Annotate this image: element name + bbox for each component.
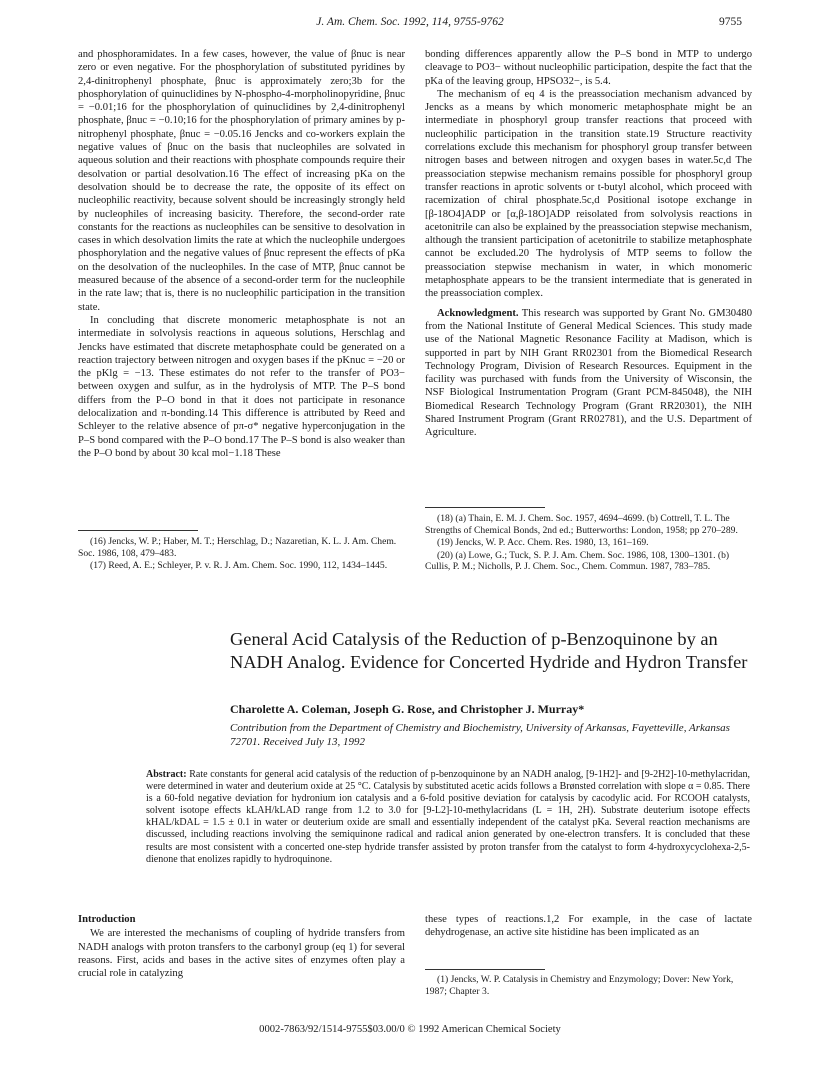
introduction-continuation: these types of reactions.1,2 For example, in the case of lactate dehydrogenase, an active site histidine has been implicated as an — [425, 914, 752, 939]
footnote-divider-right — [425, 507, 545, 508]
journal-pages: 9755-9762 — [453, 16, 504, 28]
journal-volume: 114, — [431, 16, 451, 28]
journal-year: 1992, — [402, 16, 429, 28]
introduction-right — [425, 913, 752, 940]
footnotes-left — [78, 536, 405, 573]
footnotes-right — [425, 513, 752, 574]
abstract — [146, 769, 750, 866]
right-paragraph-1: bonding differences apparently allow the P–S bond in MTP to undergo cleavage to PO3− without nucleophilic participation, despite the fact that the pKa of the leaving group, HPSO32−, is 5.4. — [425, 49, 752, 87]
journal-name: J. Am. Chem. Soc. — [316, 16, 401, 28]
abstract-label: Abstract: — [146, 769, 187, 780]
right-column — [425, 48, 752, 440]
acknowledgment — [425, 307, 752, 440]
footnote-18: (18) (a) Thain, E. M. J. Chem. Soc. 1957, 4694–4699. (b) Cottrell, T. L. The Strengths of Chemical Bonds, 2nd ed.; Butterworths: London, 1958; pp 270–289. — [425, 513, 738, 536]
footnote-divider-intro — [425, 969, 545, 970]
article-authors: Charolette A. Coleman, Joseph G. Rose, and Christopher J. Murray* — [230, 702, 585, 716]
copyright-footer: 0002-7863/92/1514-9755$03.00/0 © 1992 American Chemical Society — [259, 1024, 561, 1035]
acknowledgment-label: Acknowledgment. — [437, 307, 519, 319]
article-affiliation: Contribution from the Department of Chemistry and Biochemistry, University of Arkansas, Fayetteville, Arkansas 72701. Received July 13, 1992 — [230, 722, 730, 748]
page-number: 9755 — [719, 16, 742, 28]
right-paragraph-2: The mechanism of eq 4 is the preassociation mechanism advanced by Jencks as a means by which monomeric metaphosphate might be an intermediate in phosphoryl group transfer reactions that proceed with nucleophilic participation in the transition state.19 Structure reactivity correlations exclude this mechanism for phosphoryl group transfer between nitrogen bases and between nitrogen and oxygen bases in water.5c,d The preassociation stepwise mechanism remains possible for phosphoryl group transfer reactions in aprotic solvents or t-butyl alcohol, which proceed with racemization of chiral phosphate.5c,d Positional isotope exchange in [β-18O4]ADP or [α,β-18O]ADP reisolated from solvolysis reactions in acetonitrile can also be explained by the preassociation stepwise mechanism, although the transient participation of acetonitrile to stabilize metaphosphate cannot be excluded.20 The hydrolysis of MTP seems to follow the preassociation stepwise mechanism in water, in which monomeric metaphosphate appears to be the transient intermediate that is generated in the preassociation complex. — [425, 88, 752, 300]
footnotes-intro — [425, 974, 752, 998]
left-paragraph-2: In concluding that discrete monomeric metaphosphate is not an intermediate in solvolysis reactions in aqueous solutions, Herschlag and Jencks have estimated that discrete metaphosphate could be generated on a reaction trajectory between nitrogen and oxygen bases if the pKnuc = −20 or the pKlg = −13. These estimates do not refer to the transfer of PO3− between oxygen and sulfur, as in the hydrolysis of MTP. The P–S bond differs from the P–O bond in that it does not participate in resonance delocalization and π-bonding.14 This difference is attributed by Reed and Schleyer to the relative absence of pπ-σ* negative hyperconjugation in the P–S bond compared with the P–O bond.17 The P–S bond is also weaker than the P–O bond by about 30 kcal mol−1.18 These — [78, 314, 406, 459]
footnote-19: (19) Jencks, W. P. Acc. Chem. Res. 1980, 13, 161–169. — [437, 537, 649, 549]
left-column — [78, 48, 405, 460]
article-title: General Acid Catalysis of the Reduction of p-Benzoquinone by an NADH Analog. Evidence for Concerted Hydride and Hydron Transfer — [230, 629, 748, 672]
footnote-divider-left — [78, 530, 198, 531]
footnote-16: (16) Jencks, W. P.; Haber, M. T.; Herschlag, D.; Nazaretian, K. L. J. Am. Chem. Soc. 1986, 108, 479–483. — [78, 536, 397, 559]
footnote-1: (1) Jencks, W. P. Catalysis in Chemistry and Enzymology; Dover: New York, 1987; Chapter 3. — [425, 974, 734, 997]
footnote-20: (20) (a) Lowe, G.; Tuck, S. P. J. Am. Chem. Soc. 1986, 108, 1300–1301. (b) Cullis, P. M.; Nicholls, P. J. Chem. Soc., Chem. Commun. 1987, 783–785. — [425, 549, 730, 573]
acknowledgment-text: This research was supported by Grant No. GM30480 from the National Institute of General Medical Sciences. This study made use of the National Magnetic Resonance Facility at Madison, which is supported in part by NIH Grant RR02301 from the Biomedical Research Technology Program, Division of Research Resources. Equipment in the facility was purchased with funds from the University of Wisconsin, the NSF Biological Instrumentation Program (Grant PCM-845048), the NIH Biomedical Research Technology Program (Grant RR20301), the NIH Shared Instrument Program (Grant RR02781), and the U.S. Department of Agriculture. — [425, 307, 752, 439]
introduction-paragraph: We are interested the mechanisms of coupling of hydride transfers from NADH analogs with proton transfers to the carbonyl group (eq 1) for several reasons. First, acids and bases in the active sites of enzymes often play a crucial role in catalyzing — [78, 928, 405, 980]
abstract-text: Rate constants for general acid catalysis of the reduction of p-benzoquinone by an NADH analog, [9-1H2]- and [9-2H2]-10-methylacridan, were determined in water and deuterium oxide at 25 °C. Catalysis by substituted acetic acids follows a Brønsted correlation with slope α = 0.85. There is a 60-fold negative deviation for hydronium ion catalysis and a 6-fold positive deviation for catalysis by cacodylic acid. For RCOOH catalysts, solvent isotope effects kLAH/kLAD range from 1.2 to 3.0 for [9-L2]-10-methylacridans (L = 1H, 2H). Substrate deuterium isotope effects kHAL/kDAL = 1.5 ± 0.1 in water or deuterium oxide are small and essentially independent of the catalyst pKa. Several reaction mechanisms are discussed, including reactions involving the semiquinone radical and radical anion generated by one-electron transfers. It is concluded that these results are most consistent with a concerted one-step hydride transfer assisted by proton transfer from the catalyst to form 4-hydroxycyclohexa-2,5-dienone that enolizes rapidly to hydroquinone. — [146, 769, 750, 865]
left-paragraph-1: and phosphoramidates. In a few cases, however, the value of βnuc is near zero or even negative. For the phosphorylation of substituted pyridines by 2,4-dinitrophenyl phosphate, βnuc is approximately zero;3b for the phosphorylation of quinuclidines by N-phospho-4-morpholinopyridine, βnuc = −0.01;16 for the phosphorylation of quinuclidines by 2,4-dinitrophenyl phosphate, βnuc = −0.10;16 for the phosphorylation of primary amines by p-nitrophenyl phosphate, βnuc = −0.05.16 Jencks and co-workers explain the negative values of βnuc on the basis that nucleophiles are solvated in aqueous solution and their reactions with phosphate compounds require their desolvation or partial desolvation.16 The effect of increasing pKa on the desolvation should be to decrease the rate, the opposite of its effect on nucleophilic reactivity, because solvent should be increasingly strongly held by nucleophiles of increasing basicity. Therefore, the second-order rate constants for the reactions as nucleophiles can be sensitive to desolvation in cases in which desolvation limits the rate at which the nucleophile undergoes phosphorylation and the negative values of βnuc represent the effects of pKa on the desolvation of the nucleophiles. In the case of MTP, βnuc cannot be measured because of the absence of a second-order term for the nucleophile in the rate law; that is, there is no nucleophilic participation in the transition state. — [78, 49, 405, 313]
footnote-17: (17) Reed, A. E.; Schleyer, P. v. R. J. Am. Chem. Soc. 1990, 112, 1434–1445. — [90, 560, 388, 572]
introduction-heading: Introduction — [78, 914, 136, 925]
running-head — [90, 16, 730, 28]
introduction-left — [78, 913, 405, 980]
